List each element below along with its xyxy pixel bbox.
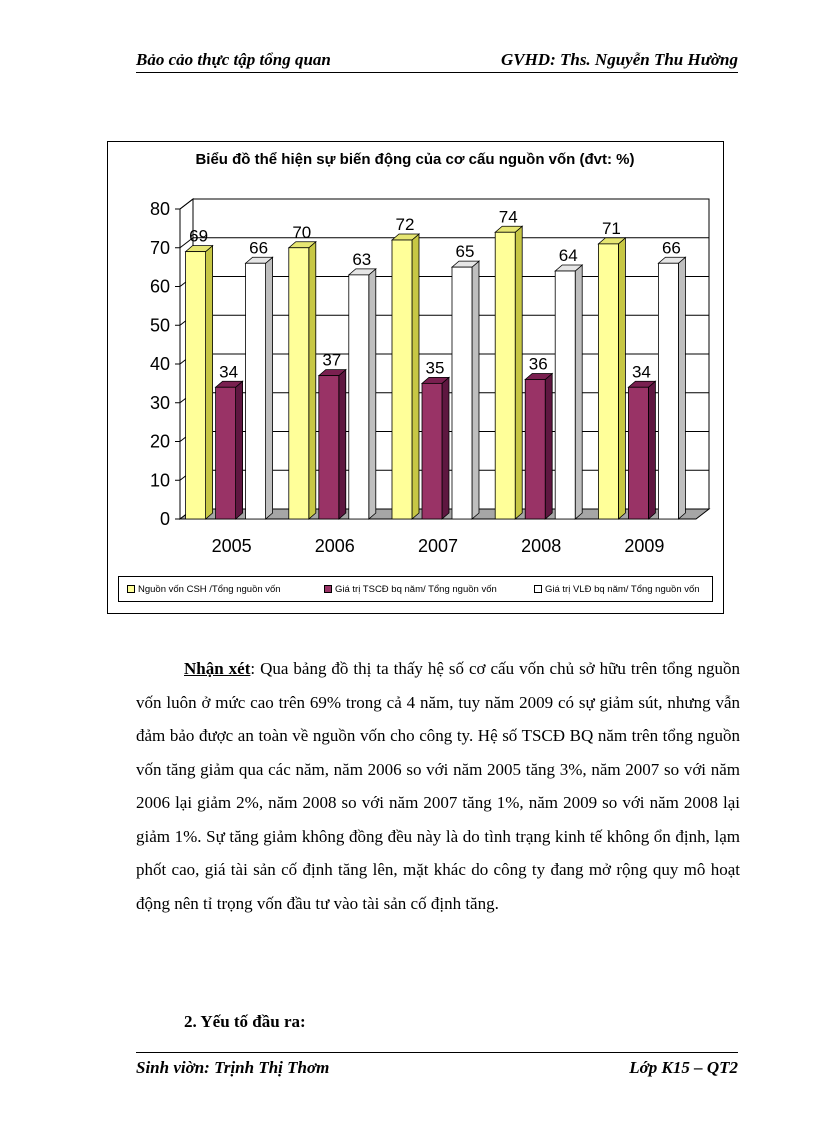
header-supervisor: GVHD: Ths. Nguyễn Thu Hường bbox=[500, 50, 738, 69]
data-label: 64 bbox=[558, 246, 578, 265]
data-label: 69 bbox=[189, 226, 209, 246]
legend-label-vld: Giá trị VLĐ bq năm/ Tổng nguồn vốn bbox=[545, 584, 700, 595]
bar-side bbox=[266, 257, 273, 519]
bar-side bbox=[515, 226, 522, 519]
legend-swatch-csh bbox=[127, 585, 135, 593]
y-tick-label: 50 bbox=[149, 315, 170, 336]
section-heading: 2. Yếu tố đầu ra: bbox=[184, 1012, 306, 1031]
bar-side bbox=[309, 242, 316, 519]
y-tick-label: 10 bbox=[149, 470, 170, 491]
legend-item-csh bbox=[127, 584, 281, 595]
bar-side bbox=[472, 261, 479, 519]
data-label: 36 bbox=[528, 354, 548, 374]
data-label: 65 bbox=[455, 242, 475, 262]
data-label: 71 bbox=[601, 218, 621, 238]
y-tick-label: 40 bbox=[149, 354, 170, 374]
y-tick-label: 20 bbox=[149, 431, 170, 452]
bar-side bbox=[442, 377, 449, 519]
x-tick-label: 2006 bbox=[314, 536, 355, 556]
data-label: 66 bbox=[249, 238, 269, 258]
x-tick-label: 2007 bbox=[417, 536, 459, 556]
page-footer bbox=[136, 1052, 738, 1079]
bar bbox=[495, 232, 515, 519]
bar bbox=[392, 240, 412, 519]
data-label: 34 bbox=[631, 362, 651, 382]
data-label: 35 bbox=[425, 358, 445, 378]
chart-container bbox=[107, 141, 724, 614]
bar bbox=[186, 252, 206, 519]
bar-side bbox=[412, 234, 419, 519]
bar bbox=[555, 271, 575, 519]
header-report-title: Bảo cảo thực tập tổng quan bbox=[136, 50, 331, 69]
bar-side bbox=[236, 381, 243, 519]
bar bbox=[349, 275, 369, 519]
bar-side bbox=[369, 269, 376, 519]
bar bbox=[525, 380, 545, 520]
bar bbox=[246, 263, 266, 519]
bar bbox=[289, 248, 309, 519]
chart-title: Biểu đồ thể hiện sự biến động của cơ cấu nguồn vốn (đvt: %) bbox=[195, 151, 635, 168]
bar-chart bbox=[108, 142, 723, 613]
x-tick-label: 2009 bbox=[624, 536, 665, 556]
comment-label: Nhận xét bbox=[184, 659, 251, 678]
y-tick-label: 70 bbox=[149, 237, 170, 258]
x-tick-label: 2005 bbox=[211, 536, 252, 556]
legend-swatch-vld bbox=[534, 585, 542, 593]
bar bbox=[598, 244, 618, 519]
bar bbox=[628, 387, 648, 519]
x-tick-label: 2008 bbox=[521, 536, 562, 556]
legend-swatch-tscd bbox=[324, 585, 332, 593]
data-label: 74 bbox=[498, 207, 518, 227]
bar-side bbox=[206, 246, 213, 519]
data-label: 37 bbox=[322, 350, 342, 370]
bar-side bbox=[545, 374, 552, 520]
data-label: 66 bbox=[661, 238, 681, 258]
bar-side bbox=[648, 381, 655, 519]
bar-side bbox=[618, 238, 625, 519]
data-label: 72 bbox=[395, 215, 415, 234]
data-label: 70 bbox=[292, 222, 312, 242]
bar bbox=[658, 263, 678, 519]
comment-paragraph bbox=[136, 652, 740, 920]
y-tick-label: 0 bbox=[159, 509, 170, 529]
footer-class: Lớp K15 – QT2 bbox=[629, 1058, 738, 1077]
data-label: 34 bbox=[219, 362, 239, 382]
bar bbox=[422, 383, 442, 519]
page-header bbox=[136, 48, 738, 73]
legend-item-tscd bbox=[324, 584, 497, 595]
chart-legend bbox=[118, 576, 713, 602]
comment-text: : Qua bảng đồ thị ta thấy hệ số cơ cấu vốn chủ sở hữu trên tổng nguồn vốn luôn ở mức cao trên 69% trong cả 4 năm, tuy năm 2009 có sự giảm sút, nhưng vẫn đảm bảo được an toàn về nguồn vốn cho công ty. Hệ số TSCĐ BQ năm trên tổng nguồn vốn tăng giảm qua các năm, năm 2006 so với năm 2005 tăng 3%, năm 2007 so với năm 2006 lại giảm 2%, năm 2008 so với năm 2007 tăng 1%, năm 2009 so với năm 2008 lại giảm 1%. Sự tăng giảm không đồng đều này là do tình trạng kinh tế không ổn định, lạm phốt cao, giá tài sản cố định tăng lên, mặt khác do công ty đang mở rộng quy mô hoạt động nên tỉ trọng vốn đầu tư vào tài sản cố định tăng. bbox=[136, 659, 740, 913]
bar bbox=[319, 376, 339, 519]
bar bbox=[216, 387, 236, 519]
legend-label-tscd: Giá trị TSCĐ bq năm/ Tổng nguồn vốn bbox=[335, 584, 497, 595]
legend-item-vld bbox=[534, 584, 700, 595]
bar bbox=[452, 267, 472, 519]
y-tick-label: 60 bbox=[149, 276, 170, 297]
footer-student: Sinh viờn: Trịnh Thị Thơm bbox=[136, 1058, 330, 1077]
y-tick-label: 30 bbox=[149, 392, 170, 413]
bar-side bbox=[575, 265, 582, 519]
y-tick-label: 80 bbox=[149, 199, 170, 219]
bar-side bbox=[678, 257, 685, 519]
data-label: 63 bbox=[352, 249, 372, 269]
legend-label-csh: Nguồn vốn CSH /Tổng nguồn vốn bbox=[138, 584, 281, 595]
bar-side bbox=[339, 370, 346, 519]
